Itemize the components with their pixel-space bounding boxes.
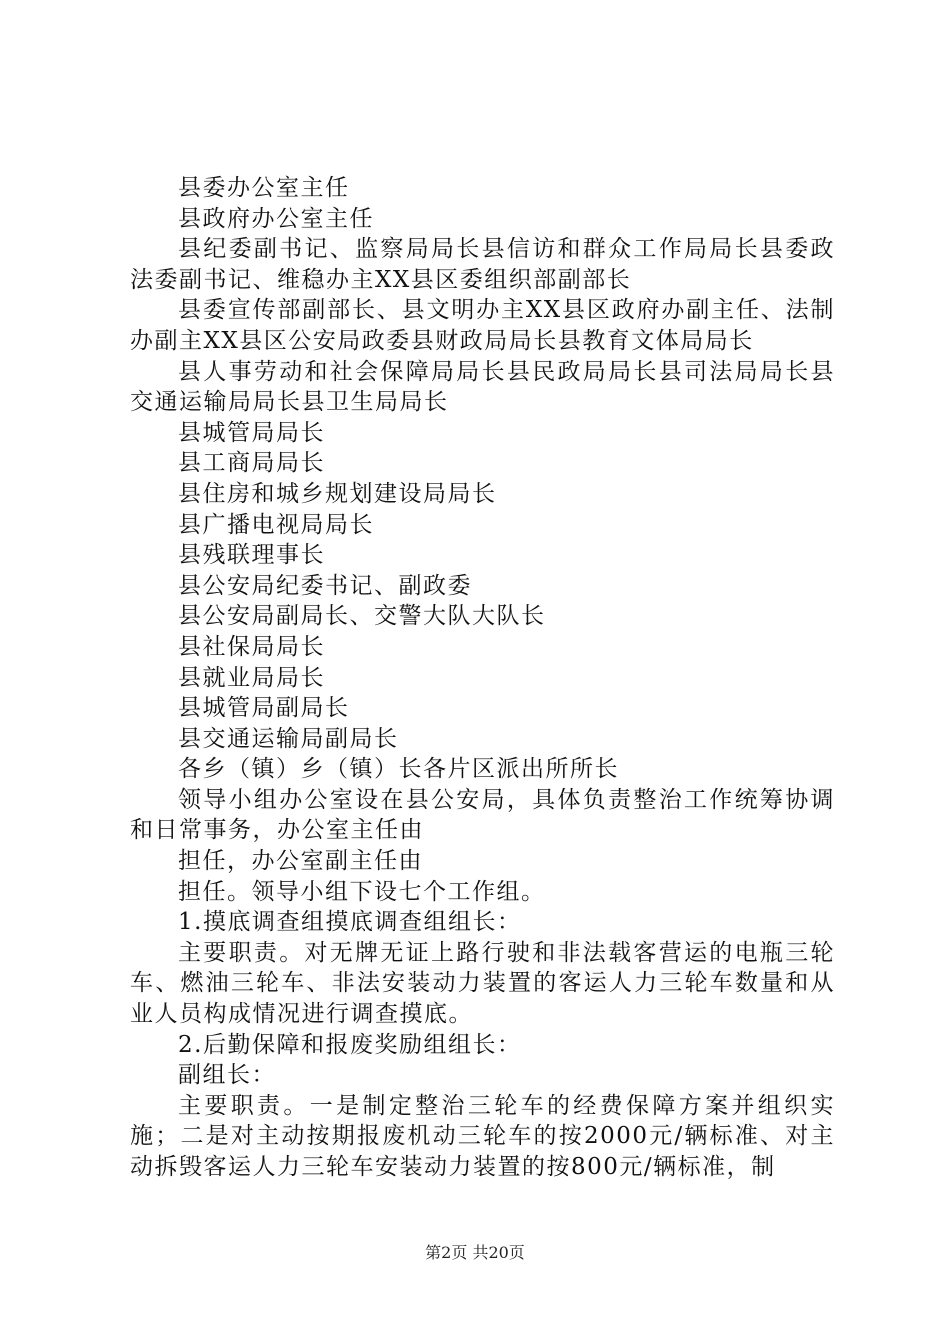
paragraph: 县人事劳动和社会保障局局长县民政局局长县司法局局长县交通运输局局长县卫生局局长 xyxy=(130,358,835,416)
paragraph: 县公安局副局长、交警大队大队长 xyxy=(178,603,546,630)
paragraph: 县工商局局长 xyxy=(178,450,325,477)
paragraph: 县政府办公室主任 xyxy=(178,205,374,232)
paragraph: 副组长： xyxy=(178,1062,276,1089)
paragraph: 主要职责。对无牌无证上路行驶和非法载客营运的电瓶三轮车、燃油三轮车、非法安装动力装置的客运人力三轮车数量和从业人员构成情况进行调查摸底。 xyxy=(130,939,835,1028)
paragraph: 领导小组办公室设在县公安局，具体负责整治工作统筹协调和日常事务，办公室主任由 xyxy=(130,786,835,844)
page-number-footer: 第2页 共20页 xyxy=(425,1243,525,1262)
paragraph: 县广播电视局局长 xyxy=(178,511,374,538)
paragraph: 1.摸底调查组摸底调查组组长： xyxy=(178,909,522,936)
paragraph: 主要职责。一是制定整治三轮车的经费保障方案并组织实施；二是对主动按期报废机动三轮车的按2000元/辆标准、对主动拆毁客运人力三轮车安装动力装置的按800元/辆标准，制 xyxy=(130,1092,835,1180)
paragraph: 县纪委副书记、监察局局长县信访和群众工作局局长县委政法委副书记、维稳办主XX县区委组织部副部长 xyxy=(130,236,835,293)
paragraph: 县住房和城乡规划建设局局长 xyxy=(178,480,497,507)
paragraph: 县城管局局长 xyxy=(178,419,325,446)
paragraph: 县就业局局长 xyxy=(178,664,325,691)
document-body xyxy=(130,173,835,1183)
paragraph: 县社保局局长 xyxy=(178,633,325,660)
paragraph: 2.后勤保障和报废奖励组组长： xyxy=(178,1031,522,1058)
paragraph: 县城管局副局长 xyxy=(178,695,350,722)
paragraph: 县交通运输局副局长 xyxy=(178,725,399,752)
paragraph: 县残联理事长 xyxy=(178,542,325,569)
paragraph: 各乡（镇）乡（镇）长各片区派出所所长 xyxy=(178,756,619,783)
paragraph: 县公安局纪委书记、副政委 xyxy=(178,572,472,599)
paragraph: 担任，办公室副主任由 xyxy=(178,848,423,875)
paragraph: 县委宣传部副部长、县文明办主XX县区政府办副主任、法制办副主XX县区公安局政委县财政局局长县教育文体局局长 xyxy=(130,297,835,354)
paragraph: 担任。领导小组下设七个工作组。 xyxy=(178,878,546,905)
paragraph: 县委办公室主任 xyxy=(178,175,350,201)
